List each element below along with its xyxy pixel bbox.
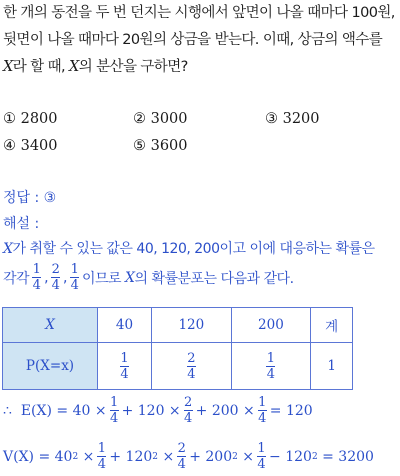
fraction-numerator: 1 xyxy=(257,441,266,456)
fraction-1-4 xyxy=(70,262,79,293)
exponent: 2 xyxy=(232,451,238,462)
table-cell-total: 1 xyxy=(311,343,353,390)
table-cell: 120 xyxy=(152,308,232,343)
solution-line-1 xyxy=(3,238,375,258)
variance-equation xyxy=(3,441,374,472)
fraction-numerator: 1 xyxy=(32,262,41,277)
table-cell: 200 xyxy=(231,308,311,343)
question-line-2: 뒷면이 나올 때마다 20원의 상금을 받는다. 이때, 상금의 액수를 xyxy=(3,32,383,48)
eq-part: + 120 xyxy=(109,448,153,465)
choice-value: 2800 xyxy=(20,111,58,127)
solution-line-2 xyxy=(3,262,294,293)
fraction-denominator: 4 xyxy=(97,457,107,472)
eq-part: − 120 xyxy=(269,448,312,465)
answer-line: 정답 : ③ xyxy=(3,190,57,206)
fraction xyxy=(257,441,266,472)
solution-line-1-text: 가 취할 수 있는 값은 40, 120, 200이고 이에 대응하는 확률은 xyxy=(12,241,375,257)
fraction-numerator: 2 xyxy=(51,262,60,277)
fraction xyxy=(110,395,119,426)
fraction xyxy=(258,395,267,426)
choice-value: 3400 xyxy=(20,138,58,154)
eq-part: + 200 × xyxy=(195,402,255,419)
table-row-probabilities xyxy=(3,343,353,390)
eq-op: × xyxy=(242,448,255,465)
table-cell-total-label: 계 xyxy=(311,308,353,343)
choice-value: 3600 xyxy=(150,138,188,154)
table-cell xyxy=(231,343,311,390)
var-x: X xyxy=(69,59,79,75)
fraction xyxy=(266,351,275,382)
var-x: X xyxy=(3,59,13,75)
table-head-p: P(X=x) xyxy=(3,343,98,390)
choice-4[interactable] xyxy=(3,138,58,154)
fraction-numerator: 2 xyxy=(184,395,193,410)
table-head-x: X xyxy=(3,308,98,343)
fraction-denominator: 4 xyxy=(120,366,129,382)
choice-mark: ③ xyxy=(265,111,278,127)
solution-line-2-lead: 각각 xyxy=(3,270,30,287)
choice-value: 3200 xyxy=(282,111,320,127)
var-x: X xyxy=(3,241,13,257)
choice-5[interactable] xyxy=(133,138,188,154)
eq-op: × xyxy=(162,448,175,465)
fraction-denominator: 4 xyxy=(187,366,196,382)
fraction-numerator: 1 xyxy=(109,395,119,410)
fraction-numerator: 1 xyxy=(266,350,276,366)
table-cell: 40 xyxy=(98,308,152,343)
fraction xyxy=(184,395,193,426)
eq-part: V(X) = 40 xyxy=(3,448,73,465)
fraction-numerator: 1 xyxy=(120,350,129,366)
choice-1[interactable] xyxy=(3,111,58,127)
question-line-3-mid: 라 할 때, xyxy=(12,59,65,75)
question-text xyxy=(3,0,397,81)
exponent: 2 xyxy=(72,451,79,462)
fraction-denominator: 4 xyxy=(32,278,41,293)
expectation-equation xyxy=(3,395,313,426)
fraction-denominator: 4 xyxy=(258,411,267,426)
fraction xyxy=(120,351,129,382)
fraction-1-4 xyxy=(32,262,41,293)
choice-3[interactable] xyxy=(265,111,320,127)
choice-value: 3000 xyxy=(150,111,188,127)
fraction-denominator: 4 xyxy=(70,278,79,293)
exponent: 2 xyxy=(152,451,159,462)
question-line-3-end: 의 분산을 구하면? xyxy=(78,59,188,75)
fraction xyxy=(97,441,106,472)
eq-part: + 200 xyxy=(189,448,233,465)
fraction-2-4 xyxy=(51,262,60,293)
therefore-symbol: ∴ xyxy=(3,402,12,419)
fraction-denominator: 4 xyxy=(257,457,266,472)
explanation-label: 해설 : xyxy=(3,216,40,232)
fraction-numerator: 2 xyxy=(177,441,186,456)
choice-mark: ① xyxy=(3,111,16,127)
fraction xyxy=(187,351,196,382)
fraction-denominator: 4 xyxy=(184,411,193,426)
exponent: 2 xyxy=(311,451,318,462)
choice-2[interactable] xyxy=(133,111,188,127)
solution-line-2-mid: 이므로 xyxy=(81,270,122,287)
eq-result: = 120 xyxy=(269,402,313,419)
eq-part: + 120 × xyxy=(121,402,181,419)
eq-op: × xyxy=(82,448,95,465)
fraction-denominator: 4 xyxy=(51,278,60,293)
separator: , xyxy=(44,269,49,286)
table-cell xyxy=(98,343,152,390)
eq-result: = 3200 xyxy=(322,448,374,465)
fraction-denominator: 4 xyxy=(266,366,276,382)
table-cell xyxy=(152,343,232,390)
fraction-numerator: 1 xyxy=(97,441,107,456)
fraction xyxy=(177,441,186,472)
choice-mark: ④ xyxy=(3,138,16,154)
eq-part: E(X) = 40 × xyxy=(20,402,107,419)
question-line-3 xyxy=(3,54,397,81)
separator: , xyxy=(63,269,67,286)
choice-mark: ② xyxy=(133,111,146,127)
probability-distribution-table xyxy=(2,307,353,390)
fraction-denominator: 4 xyxy=(109,411,119,426)
choice-mark: ⑤ xyxy=(133,138,146,154)
question-line-1: 한 개의 동전을 두 번 던지는 시행에서 앞면이 나올 때마다 100원, xyxy=(3,5,395,21)
fraction-numerator: 1 xyxy=(70,262,79,277)
table-row-values xyxy=(3,308,353,343)
fraction-numerator: 2 xyxy=(187,350,196,366)
fraction-denominator: 4 xyxy=(177,457,186,472)
solution-line-2-end: 의 확률분포는 다음과 같다. xyxy=(134,270,294,287)
fraction-numerator: 1 xyxy=(258,395,267,410)
var-x: X xyxy=(125,269,135,286)
